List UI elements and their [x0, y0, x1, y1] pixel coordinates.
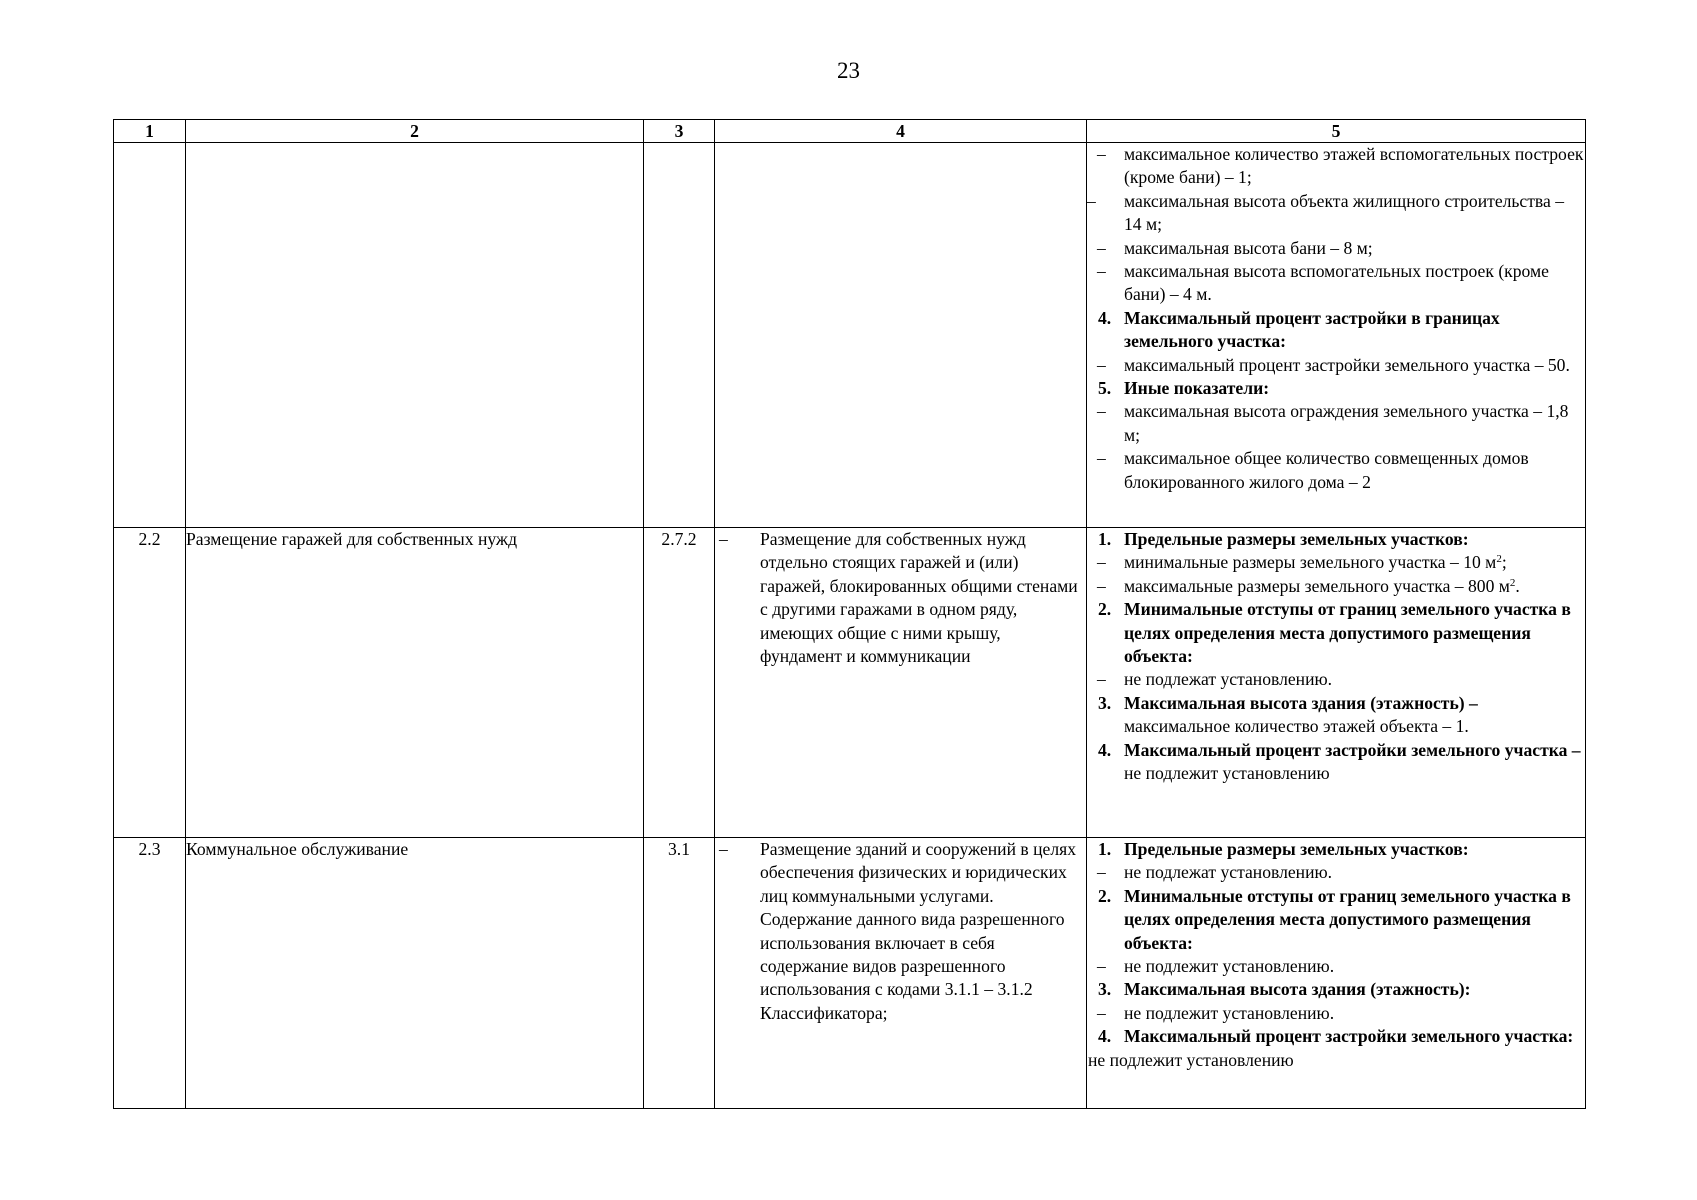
heading-text [1124, 739, 1585, 786]
use-type-cell: Коммунальное обслуживание [186, 838, 644, 1109]
dash-marker: – [1097, 575, 1106, 596]
dash-marker: – [719, 529, 728, 549]
item-text [1124, 551, 1585, 574]
heading-text: Минимальные отступы от границ земельного участка в целях определения места допустимого размещения объекта: [1124, 599, 1571, 667]
heading-text: Предельные размеры земельных участков: [1124, 529, 1469, 549]
row-number-cell: 2.3 [114, 838, 186, 1109]
number-marker: 4. [1098, 1026, 1112, 1047]
parameters-cell [1087, 838, 1586, 1109]
numbered-heading [1087, 307, 1585, 354]
heading-text: Иные показатели: [1124, 378, 1270, 399]
item-text: максимальное количество этажей вспомогательных построек (кроме бани) – 1; [1124, 144, 1584, 188]
heading-text: Максимальный процент застройки в границах земельного участка: [1124, 307, 1500, 352]
list-item [1087, 260, 1585, 307]
description-item [715, 838, 1086, 1025]
column-header: 3 [644, 120, 715, 143]
heading-text: Предельные размеры земельных участков: [1124, 839, 1469, 859]
code-cell [644, 143, 715, 528]
item-text: максимальное общее количество совмещенных домов блокированного жилого дома – 2 [1124, 448, 1529, 492]
numbered-heading [1087, 1025, 1585, 1048]
numbered-heading [1087, 885, 1585, 955]
table-row [114, 838, 1586, 1109]
heading-plain-text: не подлежит установлению [1124, 763, 1330, 784]
heading-text [1124, 692, 1585, 739]
item-text-end: . [1515, 575, 1520, 596]
number-marker: 1. [1098, 839, 1112, 859]
item-text: не подлежит установлению. [1124, 1002, 1335, 1023]
dash-marker: – [1097, 261, 1106, 282]
number-marker: 2. [1098, 599, 1112, 620]
superscript: 2 [1496, 553, 1502, 566]
item-text: максимальная высота бани – 8 м; [1124, 237, 1373, 258]
dash-marker: – [1097, 552, 1106, 573]
numbered-heading [1087, 838, 1585, 861]
description-cell [715, 528, 1087, 838]
item-text: не подлежит установлению. [1124, 956, 1335, 977]
item-text: не подлежат установлению. [1124, 669, 1333, 690]
dash-marker: – [1097, 669, 1106, 690]
heading-plain-text: максимальное количество этажей объекта – 1. [1124, 716, 1469, 737]
numbered-heading [1087, 598, 1585, 668]
number-marker: 3. [1098, 979, 1112, 1000]
dash-marker: – [1097, 448, 1106, 469]
heading-text: Максимальный процент застройки земельного участка: [1124, 1026, 1574, 1047]
description-cell [715, 143, 1087, 528]
list-item [1087, 551, 1585, 574]
item-text: не подлежат установлению. [1124, 862, 1333, 883]
dash-marker: – [1087, 190, 1096, 211]
list-item [1087, 575, 1585, 598]
numbered-heading [1087, 739, 1585, 786]
dash-marker: – [1097, 144, 1106, 164]
list-item [1087, 190, 1585, 237]
column-header: 2 [186, 120, 644, 143]
use-type-cell: Размещение гаражей для собственных нужд [186, 528, 644, 838]
list-item [1087, 1002, 1585, 1025]
heading-bold-text: Максимальная высота здания (этажность) – [1124, 692, 1478, 713]
dash-marker: – [1097, 401, 1106, 422]
number-marker: 5. [1098, 378, 1112, 399]
item-text [1124, 575, 1585, 598]
number-marker: 4. [1098, 307, 1112, 328]
dash-marker: – [1097, 237, 1106, 258]
item-text: максимальный процент застройки земельного участка – 50. [1124, 354, 1570, 375]
parameters-cell [1087, 528, 1586, 838]
item-text-end: ; [1501, 552, 1507, 573]
dash-marker: – [719, 839, 728, 859]
dash-marker: – [1097, 956, 1106, 977]
use-type-cell [186, 143, 644, 528]
list-item [1087, 400, 1585, 447]
number-marker: 2. [1098, 885, 1112, 906]
column-header: 5 [1087, 120, 1586, 143]
list-item [1087, 955, 1585, 978]
table-row [114, 143, 1586, 528]
item-text: максимальная высота вспомогательных построек (кроме бани) – 4 м. [1124, 261, 1549, 305]
number-marker: 4. [1098, 739, 1112, 760]
description-item [715, 528, 1086, 668]
column-header: 4 [715, 120, 1087, 143]
numbered-heading [1087, 978, 1585, 1001]
list-item [1087, 143, 1585, 190]
description-text: Размещение зданий и сооружений в целях обеспечения физических и юридических лиц коммунальными услугами. Содержание данного вида разрешенного использования включает в себя содержание видов разрешенного использования с кодами 3.1.1 – 3.1.2 Классификатора; [760, 839, 1076, 1023]
row-number-cell [114, 143, 186, 528]
description-cell [715, 838, 1087, 1109]
code-cell: 2.7.2 [644, 528, 715, 838]
table-header-row [114, 120, 1586, 143]
superscript: 2 [1509, 576, 1516, 589]
heading-text: Максимальная высота здания (этажность): [1124, 979, 1471, 1000]
number-marker: 3. [1098, 692, 1112, 713]
dash-marker: – [1097, 354, 1106, 375]
item-text: максимальная высота ограждения земельного участка – 1,8 м; [1124, 401, 1569, 445]
page-number: 23 [837, 58, 860, 83]
list-item [1087, 861, 1585, 884]
column-header: 1 [114, 120, 186, 143]
heading-bold-text: Максимальный процент застройки земельного участка – [1124, 739, 1581, 760]
dash-marker: – [1097, 1002, 1106, 1023]
code-cell: 3.1 [644, 838, 715, 1109]
number-marker: 1. [1098, 529, 1112, 549]
numbered-heading [1087, 528, 1585, 551]
numbered-heading [1087, 692, 1585, 739]
list-item [1087, 447, 1585, 494]
item-text-main: минимальные размеры земельного участка – 10 м [1124, 552, 1497, 573]
list-item [1087, 237, 1585, 260]
list-item [1087, 668, 1585, 691]
description-text: Размещение для собственных нужд отдельно стоящих гаражей и (или) гаражей, блокированных общими стенами с другими гаражами в одном ряду, имеющих общие с ними крышу, фундамент и коммуникации [760, 529, 1078, 667]
heading-text: Минимальные отступы от границ земельного участка в целях определения места допустимого размещения объекта: [1124, 885, 1571, 953]
regulations-table [113, 119, 1586, 1109]
dash-marker: – [1097, 862, 1106, 883]
table-row [114, 528, 1586, 838]
list-item [1087, 354, 1585, 377]
numbered-heading [1087, 377, 1585, 400]
plain-text: не подлежит установлению [1088, 1049, 1294, 1070]
item-text: максимальная высота объекта жилищного строительства – 14 м; [1124, 190, 1565, 235]
item-text-main: максимальные размеры земельного участка – 800 м [1124, 575, 1510, 596]
parameters-cell [1087, 143, 1586, 528]
row-number-cell: 2.2 [114, 528, 186, 838]
